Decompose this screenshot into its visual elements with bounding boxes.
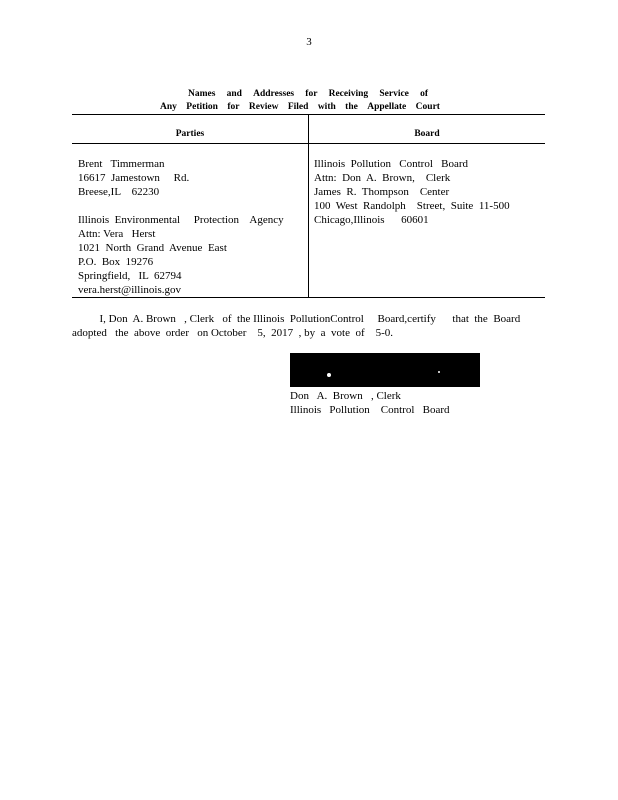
title-word: Appellate [367,102,407,112]
title-word: Filed [287,102,309,112]
column-header-parties: Parties [175,129,205,139]
signature-mark [327,373,331,377]
title-word: Court [415,102,440,112]
board-address: Illinois Pollution Control Board Attn: Don A. Brown, Clerk James R. Thompson Center 100 West Randolph Street, Suite 11-500 Chicago,Illinois 60601 [314,158,510,226]
title-word: of [420,89,428,99]
title-word: for [227,102,240,112]
signature-mark [438,371,440,373]
title-word: Any [160,102,177,112]
title-word: Petition [186,102,218,112]
table-title-line-1 [188,88,428,101]
certification-paragraph: I, Don A. Brown , Clerk of the Illinois PollutionControl Board,certify that the Board adopted the above order on October 5, 2017 , by a vote of 5-0. [72,313,521,339]
title-word: Review [248,102,279,112]
title-word: with [317,102,336,112]
title-word: and [226,89,242,99]
party-address-iepa: Illinois Environmental Protection Agency Attn: Vera Herst 1021 North Grand Avenue East P.O. Box 19276 Springfield, IL 62794 vera.herst@illinois.gov [78,214,284,296]
column-header-board: Board [414,129,440,139]
redacted-signature [290,353,480,387]
page-number: 3 [306,36,312,48]
title-word: for [305,89,318,99]
party-address-timmerman: Brent Timmerman 16617 Jamestown Rd. Breese,IL 62230 [78,158,190,198]
title-word: Receiving [328,89,369,99]
title-word: Names [188,89,216,99]
table-title-line-2 [160,101,440,114]
title-word: Service [379,89,409,99]
signatory-name [290,389,450,417]
signatory-org-line: Illinois Pollution Control Board [290,404,450,416]
title-word: Addresses [253,89,295,99]
table-column-divider [308,114,309,298]
title-word: the [345,102,358,112]
signatory-name-line: Don A. Brown , Clerk [290,390,401,402]
table-title [160,88,450,114]
